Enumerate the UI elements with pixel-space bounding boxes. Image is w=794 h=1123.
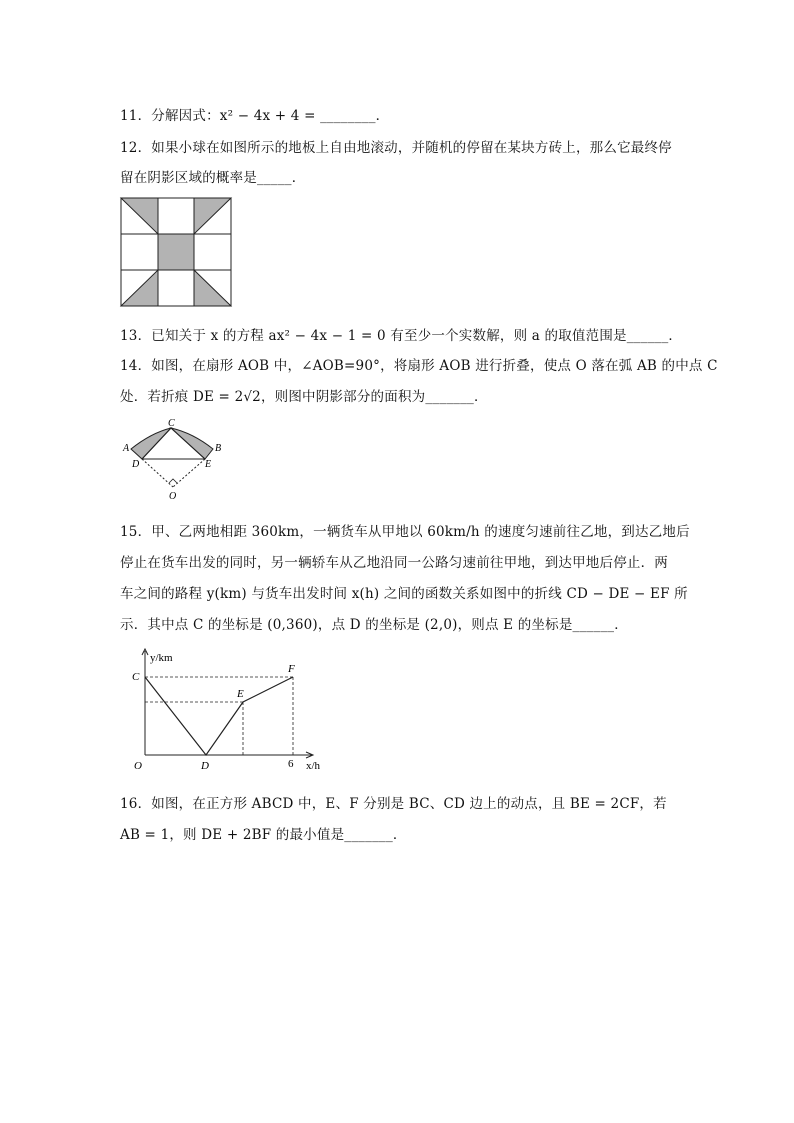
shaded-center-square [158, 234, 194, 270]
shaded-triangle-bottom-right [194, 270, 231, 306]
shaded-triangle-top-right [194, 198, 231, 234]
question-15-line4: 示．其中点 C 的坐标是 (0,360)，点 D 的坐标是 (2,0)，则点 E 的坐标是______． [120, 617, 628, 633]
tick-label-6: 6 [288, 758, 294, 770]
question-12-line1: 12．如果小球在如图所示的地板上自由地滚动，并随机的停留在某块方砖上，那么它最终停 [120, 140, 672, 156]
shaded-triangle-bottom-left [121, 270, 158, 306]
label-O: O [169, 491, 177, 502]
question-15-line1: 15．甲、乙两地相距 360km，一辆货车从甲地以 60km/h 的速度匀速前往乙地，到达乙地后 [120, 524, 690, 540]
question-14-line2: 处．若折痕 DE = 2√2，则图中阴影部分的面积为_______． [120, 389, 488, 405]
origin-label-O: O [134, 760, 142, 772]
label-E: E [205, 459, 212, 470]
label-B: B [215, 443, 222, 454]
point-label-C: C [132, 671, 140, 683]
question-11: 11．分解因式：x² − 4x + 4 = ________． [120, 108, 390, 124]
question-14-line1: 14．如图，在扇形 AOB 中，∠AOB=90°，将扇形 AOB 进行折叠，使点 O 落在弧 AB 的中点 C [120, 358, 718, 374]
shaded-triangle-top-left [121, 198, 158, 234]
point-label-E: E [237, 688, 244, 700]
question-12-line2: 留在阴影区域的概率是_____． [120, 170, 306, 186]
sector-fold-figure [115, 415, 230, 503]
x-axis-label: x/h [306, 760, 321, 772]
shaded-segment-right [171, 428, 213, 459]
point-label-D: D [201, 760, 209, 772]
label-A: A [123, 443, 130, 454]
y-axis-label: y/km [150, 652, 173, 664]
label-D: D [132, 459, 140, 470]
polyline-CD-DE-EF [145, 677, 293, 755]
question-16-line2: AB = 1，则 DE + 2BF 的最小值是_______． [120, 827, 407, 843]
shaded-segment-left [131, 428, 171, 459]
floor-tiles-figure [118, 196, 234, 308]
question-15-line2: 停止在货车出发的同时，另一辆轿车从乙地沿同一公路匀速前往甲地，到达甲地后停止．两 [120, 555, 668, 571]
point-label-F: F [288, 663, 295, 675]
question-16-line1: 16．如图，在正方形 ABCD 中，E、F 分别是 BC、CD 边上的动点，且 BE = 2CF，若 [120, 796, 667, 812]
label-C: C [168, 418, 175, 429]
distance-time-graph [128, 645, 338, 777]
question-15-line3: 车之间的路程 y(km) 与货车出发时间 x(h) 之间的函数关系如图中的折线 CD − DE − EF 所 [120, 586, 688, 602]
question-13: 13．已知关于 x 的方程 ax² − 4x − 1 = 0 有至少一个实数解，则 a 的取值范围是______． [120, 328, 683, 344]
